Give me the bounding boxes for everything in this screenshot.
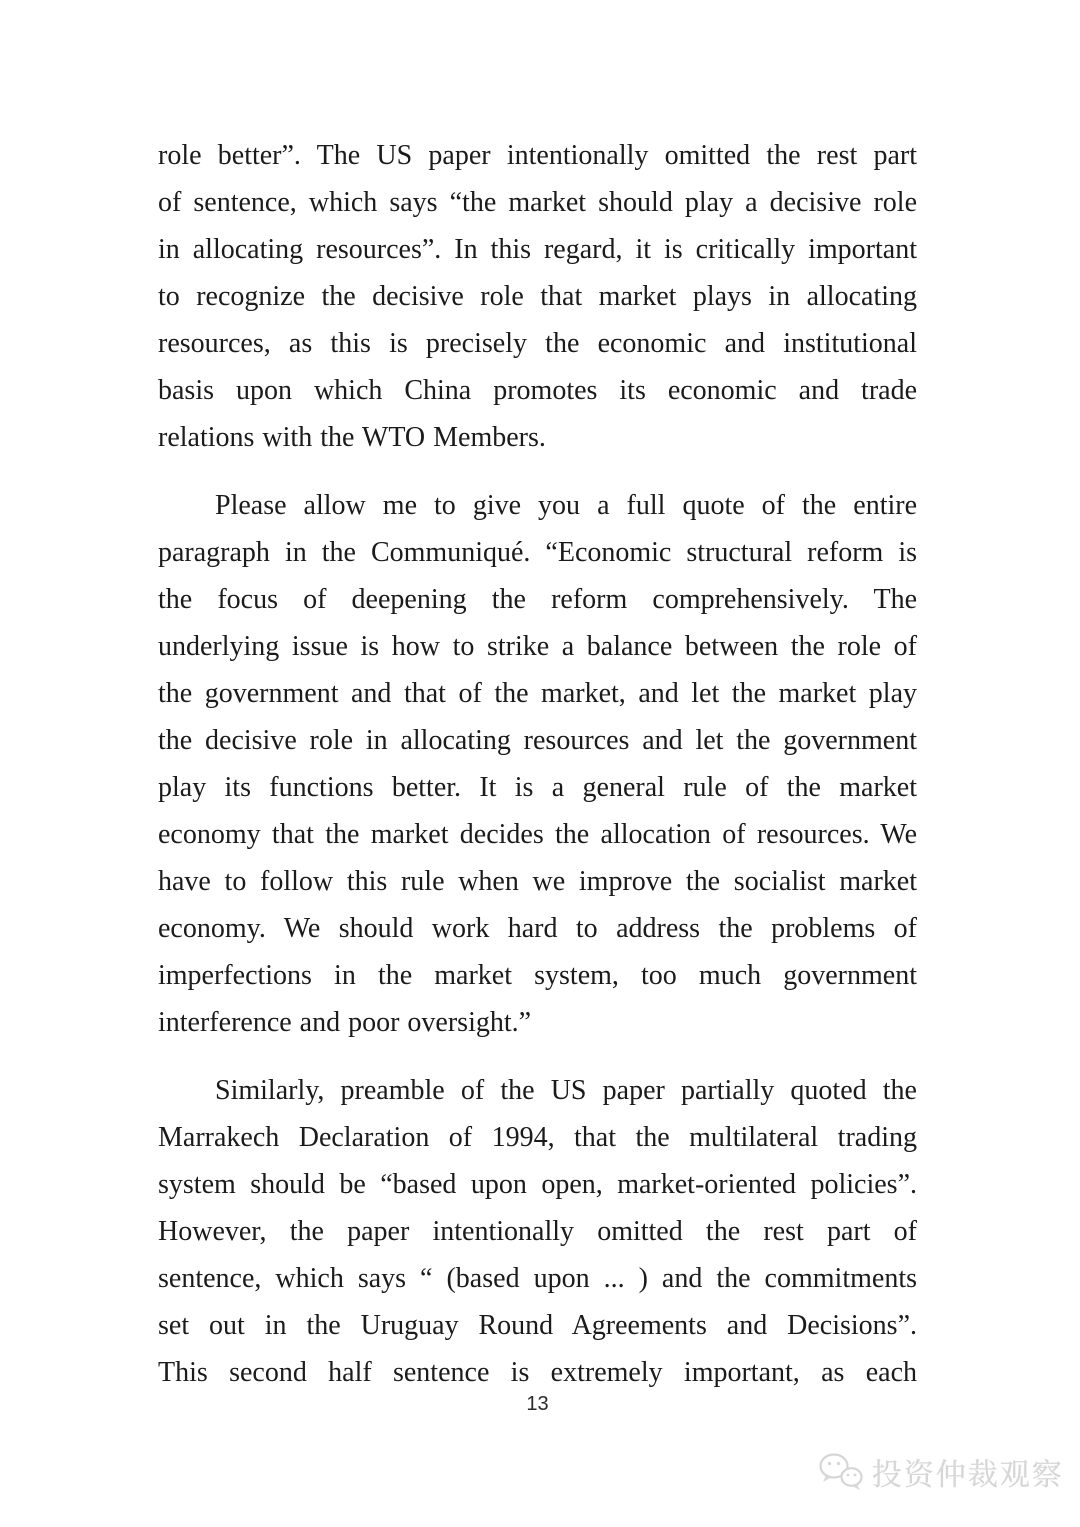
text-line: paragraph in the Communiqué. “Economic structural reform is bbox=[158, 537, 917, 568]
text-line: play its functions better. It is a general rule of the market bbox=[158, 772, 917, 803]
wechat-bubbles-icon bbox=[818, 1451, 866, 1493]
text-line: in allocating resources”. In this regard, it is critically important bbox=[158, 234, 917, 265]
page-number: 13 bbox=[526, 1393, 549, 1415]
watermark-label: 投资仲裁观察 bbox=[872, 1459, 1064, 1492]
paragraph-marrakech-declaration bbox=[158, 1067, 917, 1396]
text-line: to recognize the decisive role that market plays in allocating bbox=[158, 281, 917, 312]
text-line: However, the paper intentionally omitted the rest part of bbox=[158, 1216, 917, 1247]
text-line: the government and that of the market, and let the market play bbox=[158, 678, 917, 709]
text-line: underlying issue is how to strike a balance between the role of bbox=[158, 631, 917, 662]
text-line: set out in the Uruguay Round Agreements and Decisions”. bbox=[158, 1310, 917, 1341]
text-line: resources, as this is precisely the economic and institutional bbox=[158, 328, 917, 359]
text-line: relations with the WTO Members. bbox=[158, 422, 546, 453]
text-line: sentence, which says “ (based upon ... ) and the commitments bbox=[158, 1263, 917, 1294]
text-line: the decisive role in allocating resources and let the government bbox=[158, 725, 917, 756]
text-line: economy. We should work hard to address the problems of bbox=[158, 913, 917, 944]
text-line: Similarly, preamble of the US paper partially quoted the bbox=[215, 1075, 917, 1106]
text-line: Please allow me to give you a full quote of the entire bbox=[215, 490, 917, 521]
text-line: role better”. The US paper intentionally omitted the rest part bbox=[158, 140, 917, 171]
text-line: have to follow this rule when we improve the socialist market bbox=[158, 866, 917, 897]
text-line: imperfections in the market system, too much government bbox=[158, 960, 917, 991]
text-line: of sentence, which says “the market should play a decisive role bbox=[158, 187, 917, 218]
text-line: basis upon which China promotes its economic and trade bbox=[158, 375, 917, 406]
text-line: interference and poor oversight.” bbox=[158, 1007, 532, 1038]
page-body-text bbox=[158, 132, 917, 1396]
text-line: the focus of deepening the reform comprehensively. The bbox=[158, 584, 917, 615]
text-line: system should be “based upon open, market-oriented policies”. bbox=[158, 1169, 917, 1200]
text-line: economy that the market decides the allocation of resources. We bbox=[158, 819, 917, 850]
text-line: Marrakech Declaration of 1994, that the multilateral trading bbox=[158, 1122, 917, 1153]
paragraph-communique-quote bbox=[158, 482, 917, 1046]
watermark bbox=[818, 1450, 1064, 1494]
text-line: This second half sentence is extremely important, as each bbox=[158, 1357, 917, 1388]
paragraph-role-better bbox=[158, 132, 917, 461]
